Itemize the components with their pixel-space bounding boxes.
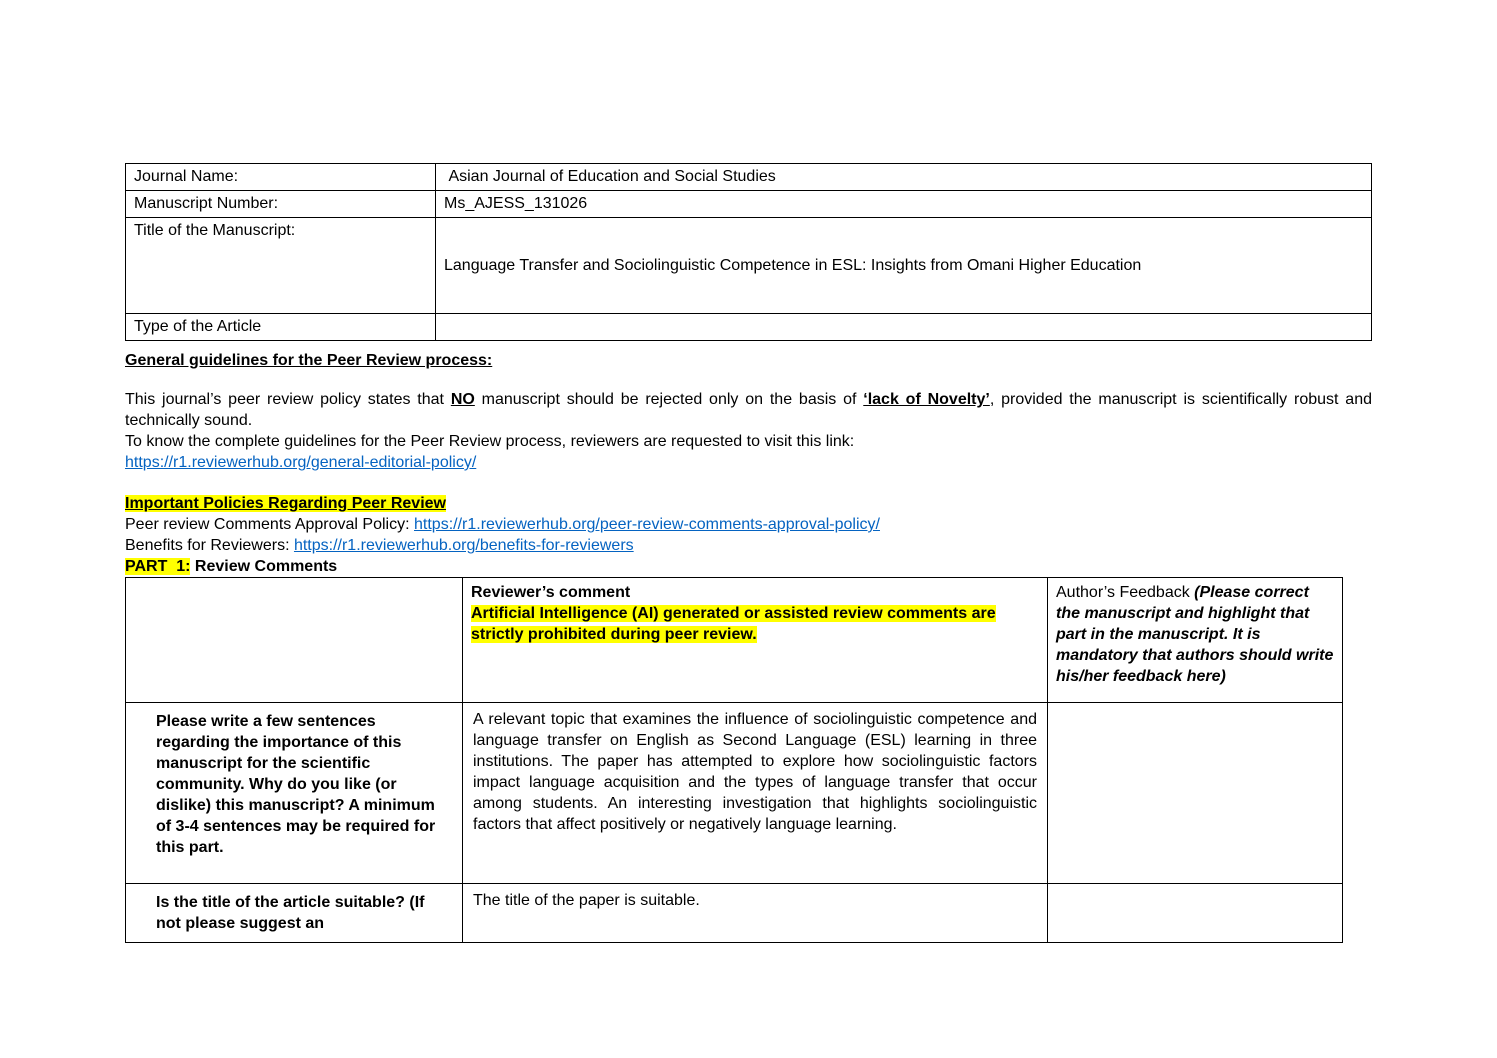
guidelines-link-line: [125, 452, 1372, 473]
author-feedback-header-cell: [1048, 578, 1343, 703]
article-type-label: Type of the Article: [126, 314, 436, 341]
guidelines-link-intro: To know the complete guidelines for the Peer Review process, reviewers are requested to visit this link:: [125, 433, 855, 450]
header-empty-cell: [126, 578, 463, 703]
importance-question: Please write a few sentences regarding the importance of this manuscript for the scientific community. Why do you like (or dislike) this manuscript? A minimum of 3-4 sentences may be required for this part.: [126, 703, 463, 884]
policy-text-3: , provided the manuscript is scientifically robust and technically sound.: [125, 391, 1372, 429]
approval-policy-label: Peer review Comments Approval Policy:: [125, 516, 414, 533]
ai-warning-text: Artificial Intelligence (AI) generated or assisted review comments are strictly prohibited during peer review.: [471, 605, 996, 643]
article-type-value: [436, 314, 1372, 341]
part1-title: Review Comments: [190, 558, 338, 575]
title-suitability-feedback: [1048, 884, 1343, 943]
document-content: [125, 163, 1372, 943]
editorial-policy-link[interactable]: https://r1.reviewerhub.org/general-editorial-policy/: [125, 454, 477, 471]
guidelines-heading: [125, 350, 1372, 371]
journal-name-value: Asian Journal of Education and Social Studies: [436, 164, 1372, 191]
importance-row: [126, 703, 1343, 884]
author-feedback-title: Author’s Feedback: [1056, 584, 1195, 601]
approval-policy-line: [125, 514, 1372, 535]
title-suitability-row: [126, 884, 1343, 943]
reviewer-comment-title: Reviewer’s comment: [471, 584, 631, 601]
part1-label: PART 1:: [125, 558, 191, 575]
journal-name-label: Journal Name:: [126, 164, 436, 191]
policy-paragraph: [125, 389, 1372, 431]
benefits-link[interactable]: https://r1.reviewerhub.org/benefits-for-reviewers: [293, 537, 634, 554]
important-policies-heading-text: Important Policies Regarding Peer Review: [125, 495, 446, 512]
review-comments-table: [125, 577, 1343, 943]
journal-name-row: [126, 164, 1372, 191]
ai-warning-line: [471, 603, 1039, 645]
manuscript-info-table: [125, 163, 1372, 341]
guidelines-heading-text: General guidelines for the Peer Review process:: [125, 352, 493, 369]
article-type-row: [126, 314, 1372, 341]
author-feedback-note: (Please correct the manuscript and highlight that part in the manuscript. It is mandatory that authors should write his/her feedback here): [1056, 584, 1334, 685]
policy-novelty-emphasis: ‘lack of Novelty’: [863, 391, 990, 408]
importance-feedback: [1048, 703, 1343, 884]
part1-heading: [125, 556, 1372, 577]
policy-text-1: This journal’s peer review policy states that: [125, 391, 451, 408]
approval-policy-link[interactable]: https://r1.reviewerhub.org/peer-review-comments-approval-policy/: [414, 516, 880, 533]
manuscript-number-value: Ms_AJESS_131026: [436, 191, 1372, 218]
manuscript-title-label: Title of the Manuscript:: [126, 218, 436, 314]
review-table-header-row: [126, 578, 1343, 703]
importance-comment: A relevant topic that examines the influence of sociolinguistic competence and language transfer on English as Second Language (ESL) learning in three institutions. The paper has attempted to explore how sociolinguistic factors impact language acquisition and the types of language transfer that occur among students. An interesting investigation that highlights sociolinguistic factors that affect positively or negatively language learning.: [463, 703, 1048, 884]
policy-text-2: manuscript should be rejected only on the basis of: [474, 391, 864, 408]
manuscript-title-row: [126, 218, 1372, 314]
title-suitability-question: Is the title of the article suitable? (If not please suggest an: [126, 884, 463, 943]
benefits-line: [125, 535, 1372, 556]
reviewer-comment-header-cell: [463, 578, 1048, 703]
manuscript-title-value: Language Transfer and Sociolinguistic Competence in ESL: Insights from Omani Higher Education: [436, 218, 1372, 314]
benefits-label: Benefits for Reviewers:: [125, 537, 294, 554]
policy-no-emphasis: NO: [450, 391, 475, 408]
manuscript-number-label: Manuscript Number:: [126, 191, 436, 218]
important-policies-heading: [125, 493, 1372, 514]
title-suitability-comment: The title of the paper is suitable.: [463, 884, 1048, 943]
manuscript-number-row: [126, 191, 1372, 218]
